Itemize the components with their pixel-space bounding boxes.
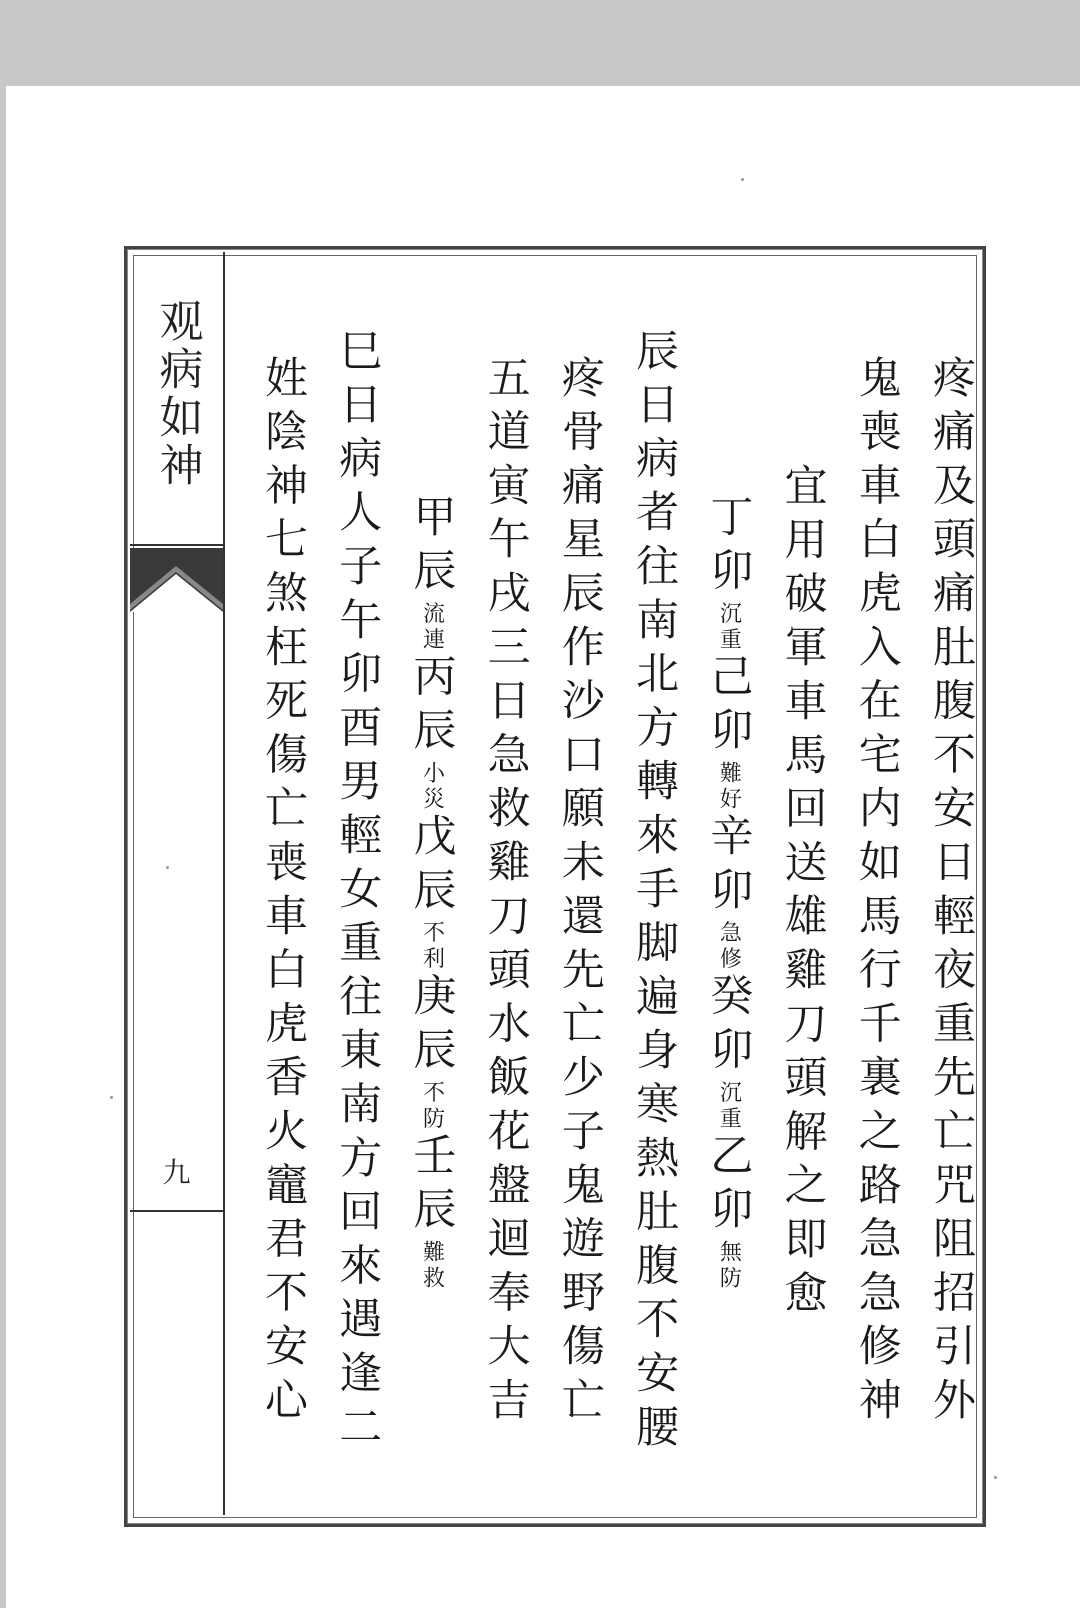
- annotation-segment: 不防: [419, 1080, 445, 1133]
- page-margin-column: [130, 252, 225, 1515]
- book-title-box: [130, 252, 223, 546]
- page-number-box: [130, 1132, 223, 1212]
- text-segment: 己卯: [703, 653, 754, 762]
- main-text: [232, 262, 976, 1512]
- text-column: 鬼喪車白虎入在宅内如馬行千裏之路急急修神: [851, 355, 902, 1431]
- annotation-segment: 沉重: [716, 1080, 742, 1133]
- annotation-segment: 難好: [716, 761, 742, 814]
- text-column: 姓陰神七煞枉死傷亡喪車白虎香火竈君不安心: [258, 355, 308, 1431]
- text-segment: 戊辰: [406, 813, 457, 921]
- annotation-segment: 沉重: [716, 601, 742, 654]
- text-segment: 癸卯: [703, 972, 754, 1081]
- text-column: 辰日病者往南北方轉來手脚遍身寒熱肚腹不安腰: [629, 328, 680, 1458]
- text-segment: 丙辰: [406, 653, 457, 762]
- annotation-segment: 流連: [419, 601, 445, 654]
- fishtail-ornament-icon: [130, 548, 223, 612]
- annotation-segment: 不利: [419, 920, 445, 973]
- text-column-annotated: [677, 262, 754, 1512]
- annotation-segment: 無防: [716, 1240, 742, 1293]
- text-segment: 乙卯: [703, 1132, 754, 1241]
- text-segment: 丁卯: [703, 493, 754, 602]
- book-page: [6, 86, 1080, 1608]
- book-title: 观病如神: [151, 298, 203, 490]
- text-column-annotated: [380, 262, 457, 1512]
- text-column: 疼痛及頭痛肚腹不安日輕夜重先亡咒阻招引外: [925, 355, 976, 1431]
- annotation-segment: 急修: [716, 920, 742, 973]
- text-column: 疼骨痛星辰作沙口願未還先亡少子鬼遊野傷亡: [554, 355, 605, 1431]
- text-column: 宜用破軍車馬回送雄雞刀頭解之即愈: [777, 462, 828, 1324]
- text-segment: 壬辰: [406, 1132, 457, 1241]
- text-segment: 庚辰: [406, 972, 457, 1081]
- text-segment: 辛卯: [703, 813, 754, 921]
- annotation-segment: 難救: [419, 1240, 445, 1293]
- page-number: 九: [162, 1156, 191, 1189]
- text-column: 五道寅午戌三日急救雞刀頭水飯花盤迴奉大吉: [480, 355, 531, 1431]
- text-segment: 甲辰: [406, 493, 457, 602]
- annotation-segment: 小災: [419, 761, 445, 814]
- text-column: 巳日病人子午卯酉男輕女重往東南方回來遇逢二: [332, 328, 383, 1458]
